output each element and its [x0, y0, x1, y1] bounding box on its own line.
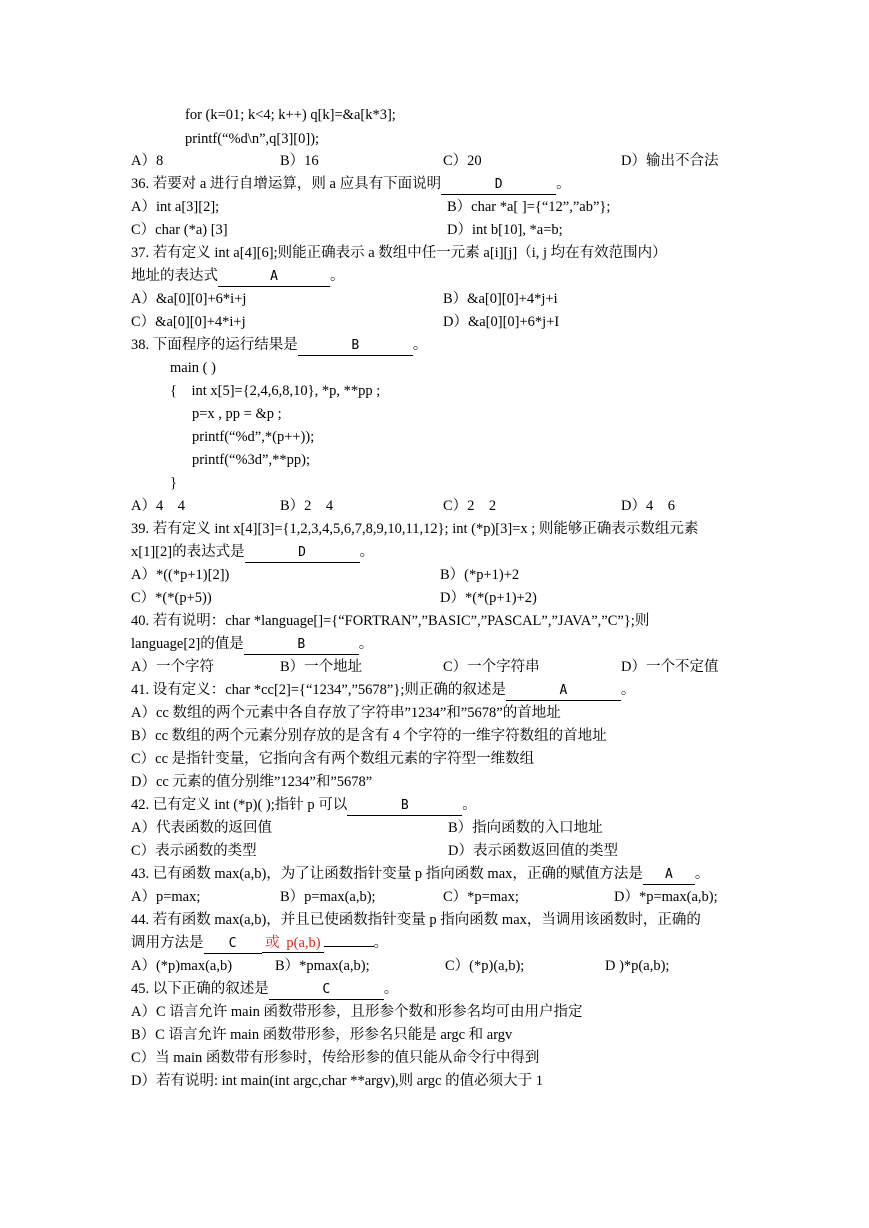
answer-or: 或: [262, 934, 284, 953]
option-b: B）指向函数的入口地址: [448, 820, 603, 836]
code-line: }: [170, 475, 177, 491]
question-43: [131, 863, 709, 885]
answer-blank: [643, 865, 695, 885]
question-37: 37. 若有定义 int a[4][6];则能正确表示 a 数组中任一元素 a[i][j]（i, j 均在有效范围内）: [131, 245, 667, 261]
question-37-cont: [131, 265, 345, 287]
option-c: C）*p=max;: [443, 889, 519, 905]
answer-extra: p(a,b): [284, 934, 324, 953]
question-text: 43. 已有函数 max(a,b)，为了让函数指针变量 p 指向函数 max，正确的赋值方法是: [131, 866, 643, 882]
question-suffix: 。: [694, 866, 710, 882]
option-a: A）int a[3][2];: [131, 199, 220, 215]
code-line: printf(“%d”,*(p++));: [192, 429, 315, 445]
option-c: C）cc 是指针变量，它指向含有两个数组元素的字符型一维数组: [131, 751, 535, 767]
option-a: A）p=max;: [131, 889, 201, 905]
answer-blank: [244, 635, 359, 655]
question-suffix: 。: [383, 981, 399, 997]
answer-letter: C: [228, 936, 237, 951]
option-a: A）cc 数组的两个元素中各自存放了字符串”1234”和”5678”的首地址: [131, 705, 561, 721]
question-text: 36. 若要对 a 进行自增运算，则 a 应具有下面说明: [131, 176, 442, 192]
question-suffix: 。: [620, 682, 636, 698]
option-c: C）(*p)(a,b);: [445, 958, 525, 974]
question-44: 44. 若有函数 max(a,b)，并且已使函数指针变量 p 指向函数 max，当调用该函数时，正确的: [131, 912, 701, 928]
question-text: 45. 以下正确的叙述是: [131, 981, 269, 997]
option-a: A）&a[0][0]+6*i+j: [131, 291, 247, 307]
question-42: [131, 794, 477, 816]
option-c: C）char (*a) [3]: [131, 222, 228, 238]
option-b: B）一个地址: [280, 659, 363, 675]
answer-letter: A: [559, 683, 568, 698]
option-b: B）&a[0][0]+4*j+i: [443, 291, 558, 307]
question-suffix: 。: [330, 268, 345, 284]
option-a: A）代表函数的返回值: [131, 820, 272, 836]
question-39-cont: [131, 541, 374, 563]
option-c: C）20: [443, 153, 482, 169]
question-text: 42. 已有定义 int (*p)( );指针 p 可以: [131, 797, 348, 813]
option-c: C）一个字符串: [443, 659, 540, 675]
option-c: C）*(*(p+5)): [131, 590, 212, 606]
answer-blank-tail: [324, 946, 374, 947]
answer-letter: B: [400, 798, 409, 813]
option-a: A）8: [131, 153, 164, 169]
code-line: p=x , pp = &p ;: [192, 406, 282, 422]
question-text: x[1][2]的表达式是: [131, 544, 245, 560]
question-40: 40. 若有说明：char *language[]={“FORTRAN”,”BASIC”,”PASCAL”,”JAVA”,”C”};则: [131, 613, 650, 629]
option-d: D）cc 元素的值分别维”1234”和”5678”: [131, 774, 373, 790]
answer-letter: D: [298, 545, 306, 560]
answer-blank: [441, 175, 556, 195]
answer-letter: B: [297, 637, 306, 652]
option-d: D）输出不合法: [621, 153, 719, 169]
option-b: B）2 4: [280, 498, 334, 514]
option-c: C）2 2: [443, 498, 497, 514]
option-d: D）一个不定值: [621, 659, 719, 675]
answer-blank: [218, 267, 330, 287]
answer-blank: [347, 796, 462, 816]
option-b: B）(*p+1)+2: [440, 567, 520, 583]
option-c: C）当 main 函数带有形参时，传给形参的值只能从命令行中得到: [131, 1050, 540, 1066]
question-text: 地址的表达式: [131, 268, 218, 284]
question-suffix: 。: [359, 544, 375, 560]
option-a: A）*((*p+1)[2]): [131, 567, 230, 583]
code-line: for (k=01; k<4; k++) q[k]=&a[k*3];: [185, 107, 396, 123]
code-line: printf(“%d\n”,q[3][0]);: [185, 131, 320, 147]
option-a: A）C 语言允许 main 函数带形参，且形参个数和形参名均可由用户指定: [131, 1004, 583, 1020]
question-suffix: 。: [412, 337, 428, 353]
option-d: D）4 6: [621, 498, 675, 514]
option-a: A）一个字符: [131, 659, 214, 675]
option-b: B）cc 数组的两个元素分别存放的是含有 4 个字符的一维字符数组的首地址: [131, 728, 607, 744]
option-b: B）p=max(a,b);: [280, 889, 376, 905]
question-39: 39. 若有定义 int x[4][3]={1,2,3,4,5,6,7,8,9,10,11,12}; int (*p)[3]=x ; 则能够正确表示数组元素: [131, 521, 699, 537]
question-suffix: 。: [373, 935, 388, 951]
question-text: language[2]的值是: [131, 636, 244, 652]
answer-letter: C: [322, 982, 331, 997]
option-d: D )*p(a,b);: [605, 958, 670, 974]
option-b: B）char *a[ ]={“12”,”ab”};: [447, 199, 611, 215]
answer-blank: [269, 980, 384, 1000]
question-suffix: 。: [462, 797, 477, 813]
answer-letter: B: [351, 338, 360, 353]
answer-blank: [245, 543, 360, 563]
option-a: A）(*p)max(a,b): [131, 958, 233, 974]
answer-blank: [506, 681, 621, 701]
option-d: D）若有说明: int main(int argc,char **argv),则 argc 的值必须大于 1: [131, 1073, 543, 1089]
option-b: B）16: [280, 153, 319, 169]
code-line: { int x[5]={2,4,6,8,10}, *p, **pp ;: [170, 383, 381, 399]
question-suffix: 。: [358, 636, 374, 652]
option-c: C）&a[0][0]+4*i+j: [131, 314, 246, 330]
option-d: D）int b[10], *a=b;: [447, 222, 563, 238]
question-suffix: 。: [556, 176, 571, 192]
question-text: 调用方法是: [131, 935, 204, 951]
option-c: C）表示函数的类型: [131, 843, 257, 859]
question-44-cont: [131, 932, 388, 954]
code-line: printf(“%3d”,**pp);: [192, 452, 310, 468]
question-text: 41. 设有定义：char *cc[2]={“1234”,”5678”};则正确的叙述是: [131, 682, 506, 698]
option-d: D）表示函数返回值的类型: [448, 843, 618, 859]
option-d: D）&a[0][0]+6*j+I: [443, 314, 560, 330]
answer-letter: A: [270, 269, 278, 284]
answer-blank: [298, 336, 413, 356]
question-36: [131, 173, 571, 195]
option-b: B）C 语言允许 main 函数带形参，形参名只能是 argc 和 argv: [131, 1027, 513, 1043]
code-line: main ( ): [170, 360, 216, 376]
question-41: [131, 679, 635, 701]
question-text: 38. 下面程序的运行结果是: [131, 337, 298, 353]
option-d: D）*(*(p+1)+2): [440, 590, 537, 606]
question-38: [131, 334, 427, 356]
question-40-cont: [131, 633, 373, 655]
option-d: D）*p=max(a,b);: [614, 889, 718, 905]
answer-blank: [204, 934, 262, 954]
answer-letter: D: [494, 177, 503, 192]
question-45: [131, 978, 398, 1000]
option-a: A）4 4: [131, 498, 185, 514]
answer-letter: A: [664, 867, 673, 882]
option-b: B）*pmax(a,b);: [275, 958, 370, 974]
